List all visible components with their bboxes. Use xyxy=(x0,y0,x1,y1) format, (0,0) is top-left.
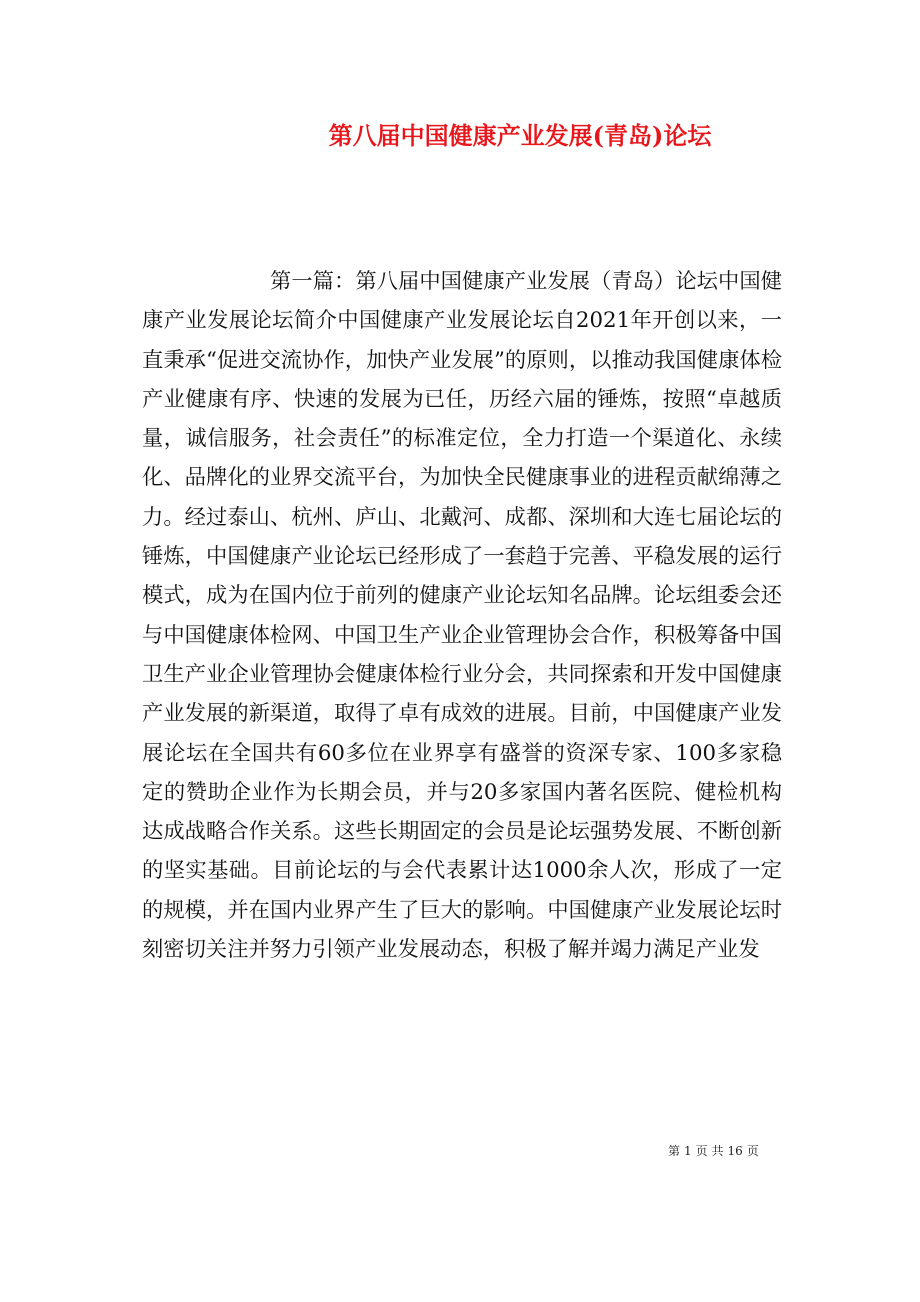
total-pages-number: 16 xyxy=(727,1144,743,1158)
page-label-prefix: 第 xyxy=(668,1144,681,1158)
page-number-footer xyxy=(668,1142,763,1160)
page-label-suffix: 页 xyxy=(746,1144,759,1158)
document-body-paragraph: 第一篇：第八届中国健康产业发展（青岛）论坛中国健康产业发展论坛简介中国健康产业发展论坛自2021年开创以来，一直秉承“促进交流协作，加快产业发展”的原则，以推动我国健康体检产业健康有序、快速的发展为已任，历经六届的锤炼，按照“卓越质量，诚信服务，社会责任”的标准定位，全力打造一个渠道化、永续化、品牌化的业界交流平台，为加快全民健康事业的进程贡献绵薄之力。经过泰山、杭州、庐山、北戴河、成都、深圳和大连七届论坛的锤炼，中国健康产业论坛已经形成了一套趋于完善、平稳发展的运行模式，成为在国内位于前列的健康产业论坛知名品牌。论坛组委会还与中国健康体检网、中国卫生产业企业管理协会合作，积极筹备中国卫生产业企业管理协会健康体检行业分会，共同探索和开发中国健康产业发展的新渠道，取得了卓有成效的进展。目前，中国健康产业发展论坛在全国共有60多位在业界享有盛誉的资深专家、100多家稳定的赞助企业作为长期会员，并与20多家国内著名医院、健检机构达成战略合作关系。这些长期固定的会员是论坛强势发展、不断创新的坚实基础。目前论坛的与会代表累计达1000余人次，形成了一定的规模，并在国内业界产生了巨大的影响。中国健康产业发展论坛时刻密切关注并努力引领产业发展动态，积极了解并竭力满足产业发 xyxy=(142,269,782,963)
document-title: 第八届中国健康产业发展(青岛)论坛 xyxy=(328,121,712,150)
current-page-number: 1 xyxy=(684,1144,692,1158)
page-label-mid: 页 共 xyxy=(695,1144,724,1158)
